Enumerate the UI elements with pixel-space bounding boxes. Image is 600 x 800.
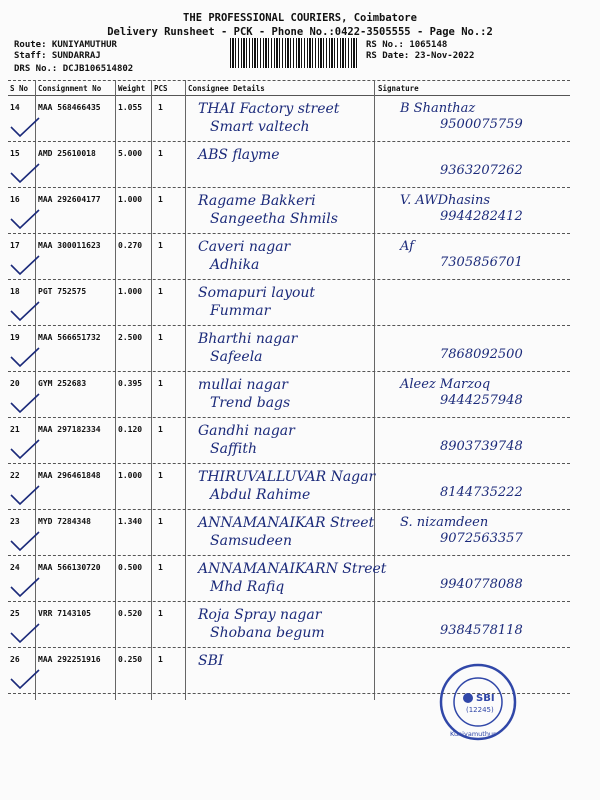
row-weight: 0.120 xyxy=(118,425,143,434)
row-divider xyxy=(8,187,570,188)
col-divider xyxy=(115,80,116,700)
col-divider xyxy=(151,80,152,700)
rs-no-label: RS No.: 1065148 xyxy=(366,40,448,50)
check-mark-icon xyxy=(8,575,42,599)
row-consignee-line2: Adhika xyxy=(210,257,260,273)
row-divider xyxy=(8,647,570,648)
row-consignment-no: MAA 292604177 xyxy=(38,195,101,204)
row-phone: 9940778088 xyxy=(440,577,523,592)
row-consignment-no: MAA 296461848 xyxy=(38,471,101,480)
row-consignee-line2: Trend bags xyxy=(210,395,291,411)
row-signature: V. AWDhasins xyxy=(400,193,491,208)
check-mark-icon xyxy=(8,115,42,139)
row-consignee-line1: Caveri nagar xyxy=(198,239,291,255)
check-mark-icon xyxy=(8,299,42,323)
route-label: Route: KUNIYAMUTHUR xyxy=(14,40,117,50)
row-weight: 2.500 xyxy=(118,333,143,342)
check-mark-icon xyxy=(8,345,42,369)
row-consignment-no: MAA 297182334 xyxy=(38,425,101,434)
row-pcs: 1 xyxy=(158,563,163,572)
row-signature: B Shanthaz xyxy=(400,101,476,116)
row-consignment-no: MAA 566651732 xyxy=(38,333,101,342)
col-header-consignment: Consignment No xyxy=(38,84,102,93)
row-sno: 22 xyxy=(10,471,20,480)
row-divider xyxy=(8,555,570,556)
row-pcs: 1 xyxy=(158,425,163,434)
check-mark-icon xyxy=(8,483,42,507)
row-sno: 26 xyxy=(10,655,20,664)
sbi-logo-icon xyxy=(463,693,473,703)
row-sno: 17 xyxy=(10,241,20,250)
row-divider xyxy=(8,509,570,510)
row-consignee-line2: Safeela xyxy=(210,349,263,365)
row-sno: 20 xyxy=(10,379,20,388)
row-consignment-no: PGT 752575 xyxy=(38,287,87,296)
row-pcs: 1 xyxy=(158,609,163,618)
row-pcs: 1 xyxy=(158,471,163,480)
row-consignee-line1: Roja Spray nagar xyxy=(198,607,322,623)
col-header-signature: Signature xyxy=(378,84,419,93)
row-weight: 1.055 xyxy=(118,103,143,112)
row-weight: 1.000 xyxy=(118,471,143,480)
row-pcs: 1 xyxy=(158,655,163,664)
row-consignee-line1: ANNAMANAIKARN Street xyxy=(198,561,387,577)
row-divider xyxy=(8,601,570,602)
check-mark-icon xyxy=(8,207,42,231)
stamp-bank-name: SBI xyxy=(476,693,495,704)
col-header-sno: S No xyxy=(10,84,29,93)
row-consignee-line1: THAI Factory street xyxy=(198,101,340,117)
col-header-consignee: Consignee Details xyxy=(188,84,265,93)
row-phone: 8903739748 xyxy=(440,439,523,454)
row-pcs: 1 xyxy=(158,241,163,250)
row-pcs: 1 xyxy=(158,149,163,158)
row-phone: 9944282412 xyxy=(440,209,523,224)
check-mark-icon xyxy=(8,253,42,277)
row-phone: 9384578118 xyxy=(440,623,523,638)
row-sno: 23 xyxy=(10,517,20,526)
row-sno: 14 xyxy=(10,103,20,112)
row-consignment-no: MAA 300011623 xyxy=(38,241,101,250)
check-mark-icon xyxy=(8,621,42,645)
row-consignment-no: MAA 568466435 xyxy=(38,103,101,112)
row-consignee-line1: Gandhi nagar xyxy=(198,423,295,439)
company-title: THE PROFESSIONAL COURIERS, Coimbatore xyxy=(183,12,417,24)
row-consignee-line1: Somapuri layout xyxy=(198,285,316,301)
row-divider xyxy=(8,417,570,418)
row-phone: 7868092500 xyxy=(440,347,523,362)
check-mark-icon xyxy=(8,437,42,461)
row-phone: 9363207262 xyxy=(440,163,523,178)
row-sno: 18 xyxy=(10,287,20,296)
row-consignee-line1: ABS flayme xyxy=(198,147,280,163)
row-phone: 9072563357 xyxy=(440,531,523,546)
row-sno: 19 xyxy=(10,333,20,342)
row-consignee-line1: Bharthi nagar xyxy=(198,331,298,347)
row-weight: 0.520 xyxy=(118,609,143,618)
stamp-branch-code: (12245) xyxy=(466,706,494,714)
row-weight: 1.000 xyxy=(118,287,143,296)
row-divider xyxy=(8,233,570,234)
drs-label: DRS No.: DCJB106514802 xyxy=(14,64,134,74)
row-weight: 1.340 xyxy=(118,517,143,526)
row-signature: Af xyxy=(400,239,414,254)
stamp-branch-name: Kuniyamuthur xyxy=(450,730,496,738)
row-sno: 25 xyxy=(10,609,20,618)
row-consignee-line2: Abdul Rahime xyxy=(210,487,311,503)
row-pcs: 1 xyxy=(158,379,163,388)
table-top-rule xyxy=(8,80,570,81)
runsheet-title: Delivery Runsheet - PCK - Phone No.:0422-3505555 - Page No.:2 xyxy=(107,26,493,38)
row-phone: 9444257948 xyxy=(440,393,523,408)
row-signature: S. nizamdeen xyxy=(400,515,489,530)
row-weight: 0.395 xyxy=(118,379,143,388)
staff-label: Staff: SUNDARRAJ xyxy=(14,51,101,61)
row-phone: 9500075759 xyxy=(440,117,523,132)
col-divider xyxy=(185,80,186,700)
row-divider xyxy=(8,141,570,142)
row-sno: 24 xyxy=(10,563,20,572)
check-mark-icon xyxy=(8,529,42,553)
row-consignment-no: MYD 7284348 xyxy=(38,517,91,526)
row-consignee-line1: ANNAMANAIKAR Street xyxy=(198,515,375,531)
row-pcs: 1 xyxy=(158,333,163,342)
row-consignee-line1: SBI xyxy=(198,653,224,669)
row-consignee-line2: Shobana begum xyxy=(210,625,325,641)
row-divider xyxy=(8,463,570,464)
row-pcs: 1 xyxy=(158,103,163,112)
row-weight: 5.000 xyxy=(118,149,143,158)
row-consignee-line1: Ragame Bakkeri xyxy=(198,193,316,209)
check-mark-icon xyxy=(8,161,42,185)
check-mark-icon xyxy=(8,667,42,691)
row-consignee-line2: Smart valtech xyxy=(210,119,310,135)
row-consignee-line2: Sangeetha Shmils xyxy=(210,211,338,227)
header-rule xyxy=(8,95,570,96)
row-sno: 16 xyxy=(10,195,20,204)
row-consignment-no: AMD 25610018 xyxy=(38,149,96,158)
row-consignment-no: VRR 7143105 xyxy=(38,609,91,618)
row-phone: 7305856701 xyxy=(440,255,523,270)
row-signature: Aleez Marzoq xyxy=(400,377,491,392)
row-consignment-no: MAA 292251916 xyxy=(38,655,101,664)
row-consignee-line1: THIRUVALLUVAR Nagar xyxy=(198,469,376,485)
row-pcs: 1 xyxy=(158,517,163,526)
row-consignment-no: GYM 252683 xyxy=(38,379,87,388)
row-consignment-no: MAA 566130720 xyxy=(38,563,101,572)
row-consignee-line1: mullai nagar xyxy=(198,377,288,393)
row-pcs: 1 xyxy=(158,195,163,204)
col-divider xyxy=(374,80,375,700)
check-mark-icon xyxy=(8,391,42,415)
row-phone: 8144735222 xyxy=(440,485,523,500)
barcode xyxy=(230,38,358,68)
row-weight: 0.270 xyxy=(118,241,143,250)
row-pcs: 1 xyxy=(158,287,163,296)
row-weight: 1.000 xyxy=(118,195,143,204)
row-divider xyxy=(8,325,570,326)
bank-stamp xyxy=(438,662,518,742)
row-consignee-line2: Saffith xyxy=(210,441,257,457)
row-weight: 0.500 xyxy=(118,563,143,572)
col-header-weight: Weight xyxy=(118,84,146,93)
rs-date-label: RS Date: 23-Nov-2022 xyxy=(366,51,475,61)
row-consignee-line2: Fummar xyxy=(210,303,271,319)
row-sno: 21 xyxy=(10,425,20,434)
row-sno: 15 xyxy=(10,149,20,158)
row-divider xyxy=(8,279,570,280)
row-divider xyxy=(8,371,570,372)
row-weight: 0.250 xyxy=(118,655,143,664)
col-header-pcs: PCS xyxy=(154,84,168,93)
row-consignee-line2: Mhd Rafiq xyxy=(210,579,285,595)
row-consignee-line2: Samsudeen xyxy=(210,533,292,549)
